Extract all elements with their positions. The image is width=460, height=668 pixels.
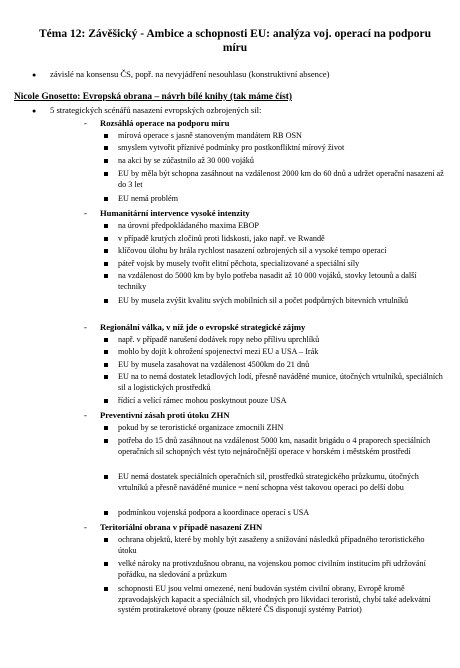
title-line-2: míru bbox=[222, 42, 248, 54]
list-item: např. v případě narušení dodávek ropy nebo přílivu uprchlíků bbox=[104, 335, 444, 346]
list-item: v případě krutých zločinů proti lidskosti, jako např. ve Rwandě bbox=[104, 234, 444, 245]
list-item: mohlo by dojít k ohrožení spojenectví mezi EU a USA – Irák bbox=[104, 347, 444, 358]
list-item: EU by musela zvýšit kvalitu svých mobilních sil a počet podpůrných bitevních vrtulníků bbox=[104, 296, 444, 307]
square-bullet-icon bbox=[104, 375, 108, 379]
scenarios-intro bbox=[32, 104, 261, 117]
list-item: ochrana objektů, které by mohly být zasaženy a snižování následků případného teroristického útoku bbox=[104, 535, 444, 556]
square-bullet-icon bbox=[104, 146, 108, 150]
intro-bullet bbox=[32, 68, 329, 81]
square-bullet-icon bbox=[104, 587, 108, 591]
square-bullet-icon bbox=[104, 274, 108, 278]
square-bullet-icon bbox=[104, 224, 108, 228]
dash-icon: - bbox=[84, 118, 87, 128]
document-page: Téma 12: Závěšický - Ambice a schopnosti EU: analýza voj. operací na podporu míru ● závislé na konsensu ČS, popř. na nevyjádření nesouhlasu (konstruktivní absence) Nicole Gnosetto: Evropská obrana – návrh bílé knihy (tak máme číst) ● 5 strategických scénářů nasazení evropských ozbrojených sil: - Rozsáhlá operace na podporu míru mírová operace s jasně stanoveným mandátem RB OSN smyslem vytvořit příznivé podmínky pro postkonfliktní mírový život na akci by se zúčastnilo až 30 000 vojáků EU by měla být schopna zasáhnout na vzdálenost 2000 km do 60 dnů a udržet operační nasazení až do 3 let EU nemá problém - Humanitární intervence vysoké intenzity na úrovni předpokládaného maxima EBOP v případě krutých zločinů proti lidskosti, jako např. ve Rwandě klíčovou úlohu by hrála rychlost nasazení ozbrojených sil a vysoké tempo operací páteř vojsk by musely tvořit elitní pěchota, specializované a speciální síly na vzdálenost do 5000 km by bylo potřeba nasadit až 10 000 vojáků, stovky letounů a další techniky EU by musela zvýšit kvalitu svých mobilních sil a počet podpůrných bitevních vrtulníků - Regionální válka, v níž jde o evropské strategické zájmy např. v případě narušení dodávek ropy nebo přílivu uprchlíků mohlo by dojít k ohrožení spojenectví mezi EU a USA – Irák EU by musela zasahovat na vzdálenost 4500km do 21 dnů EU na to nemá dostatek letadlových lodí, přesně naváděné munice, útočných vrtulníků, speciálních sil a logistických prostředků řídící a velící rámec mohou poskytnout pouze USA - Preventivní zásah proti útoku ZHN pokud by se teroristické organizace zmocnili ZHN potřeba do 15 dnů zasáhnout na vzdálenost 5000 km, nasadit brigádu o 4 praporech speciálních operačních sil schopných vést tyto nejnáročnější operace v horském i městském prostředí EU nemá dostatek speciálních operačních sil, prostředků strategického průzkumu, útočných vrtulníků a přesně naváděné munice = není schopna vést takovou operaci po delší dobu podmínkou vojenská podpora a koordinace operací s USA - Teritoriální obrana v případě nasazení ZHN ochrana objektů, které by mohly být zasaženy a snižování následků případného teroristického útoku velké nároky na protivzdušnou obranu, na vojenskou pomoc civilním institucím při udržování pořádku, na sledování a průzkum schopnosti EU jsou velmi omezené, není budován systém civilní obrany, Evropě kromě zpravodajských kapacit a speciálních sil, vhodných pro likvidaci teroristů, chybí také adekvátní systém protiraketové obrany (pouze některé ČS disponují systémy Patriot) bbox=[14, 28, 444, 615]
section-heading: Nicole Gnosetto: Evropská obrana – návrh bílé knihy (tak máme číst) bbox=[14, 92, 292, 102]
title-line-1: Téma 12: Závěšický - Ambice a schopnosti EU: analýza voj. operací na podporu bbox=[39, 28, 431, 40]
scenarios-intro-text: 5 strategických scénářů nasazení evropských ozbrojených sil: bbox=[50, 105, 262, 115]
dash-icon: - bbox=[84, 322, 87, 332]
square-bullet-icon bbox=[104, 439, 108, 443]
square-bullet-icon bbox=[104, 134, 108, 138]
list-item: potřeba do 15 dnů zasáhnout na vzdálenost 5000 km, nasadit brigádu o 4 praporech speciálních operačních sil schopných vést tyto nejnáročnější operace v horském i městském prostředí bbox=[104, 436, 444, 457]
square-bullet-icon bbox=[104, 562, 108, 566]
square-bullet-icon bbox=[104, 475, 108, 479]
list-item: podmínkou vojenská podpora a koordinace operací s USA bbox=[104, 508, 444, 519]
list-item: na vzdálenost do 5000 km by bylo potřeba nasadit až 10 000 vojáků, stovky letounů a další techniky bbox=[104, 271, 444, 292]
list-item: EU nemá problém bbox=[104, 194, 444, 205]
dash-icon: - bbox=[84, 410, 87, 420]
square-bullet-icon bbox=[104, 338, 108, 342]
square-bullet-icon bbox=[104, 299, 108, 303]
square-bullet-icon bbox=[104, 350, 108, 354]
square-bullet-icon bbox=[104, 172, 108, 176]
square-bullet-icon bbox=[104, 511, 108, 515]
bullet-dot-icon: ● bbox=[32, 71, 37, 79]
square-bullet-icon bbox=[104, 399, 108, 403]
list-item: na úrovni předpokládaného maxima EBOP bbox=[104, 221, 444, 232]
list-item: pokud by se teroristické organizace zmocnili ZHN bbox=[104, 423, 444, 434]
square-bullet-icon bbox=[104, 262, 108, 266]
square-bullet-icon bbox=[104, 426, 108, 430]
square-bullet-icon bbox=[104, 249, 108, 253]
intro-text: závislé na konsensu ČS, popř. na nevyjádření nesouhlasu (konstruktivní absence) bbox=[50, 69, 330, 79]
square-bullet-icon bbox=[104, 237, 108, 241]
list-item: páteř vojsk by musely tvořit elitní pěchota, specializované a speciální síly bbox=[104, 259, 444, 270]
list-item: řídící a velící rámec mohou poskytnout pouze USA bbox=[104, 396, 444, 407]
document-title bbox=[30, 27, 440, 55]
square-bullet-icon bbox=[104, 363, 108, 367]
list-item: smyslem vytvořit příznivé podmínky pro postkonfliktní mírový život bbox=[104, 143, 444, 154]
list-item: schopnosti EU jsou velmi omezené, není budován systém civilní obrany, Evropě kromě zpravodajských kapacit a speciálních sil, vhodných pro likvidaci teroristů, chybí také adekvátní systém protiraketové obrany (pouze některé ČS disponují systémy Patriot) bbox=[104, 584, 444, 616]
bullet-dot-icon: ● bbox=[32, 107, 37, 115]
list-item: EU by měla být schopna zasáhnout na vzdálenost 2000 km do 60 dnů a udržet operační nasazení až do 3 let bbox=[104, 169, 444, 190]
list-item: na akci by se zúčastnilo až 30 000 vojáků bbox=[104, 156, 444, 167]
list-item: mírová operace s jasně stanoveným mandátem RB OSN bbox=[104, 131, 444, 142]
square-bullet-icon bbox=[104, 538, 108, 542]
list-item: EU na to nemá dostatek letadlových lodí, přesně naváděné munice, útočných vrtulníků, speciálních sil a logistických prostředků bbox=[104, 372, 444, 393]
list-item: velké nároky na protivzdušnou obranu, na vojenskou pomoc civilním institucím při udržování pořádku, na sledování a průzkum bbox=[104, 559, 444, 580]
list-item: klíčovou úlohu by hrála rychlost nasazení ozbrojených sil a vysoké tempo operací bbox=[104, 246, 444, 257]
dash-icon: - bbox=[84, 522, 87, 532]
dash-icon: - bbox=[84, 208, 87, 218]
list-item: EU by musela zasahovat na vzdálenost 4500km do 21 dnů bbox=[104, 360, 444, 371]
square-bullet-icon bbox=[104, 197, 108, 201]
square-bullet-icon bbox=[104, 159, 108, 163]
list-item: EU nemá dostatek speciálních operačních sil, prostředků strategického průzkumu, útočných vrtulníků a přesně naváděné munice = není schopna vést takovou operaci po delší dobu bbox=[104, 472, 444, 493]
